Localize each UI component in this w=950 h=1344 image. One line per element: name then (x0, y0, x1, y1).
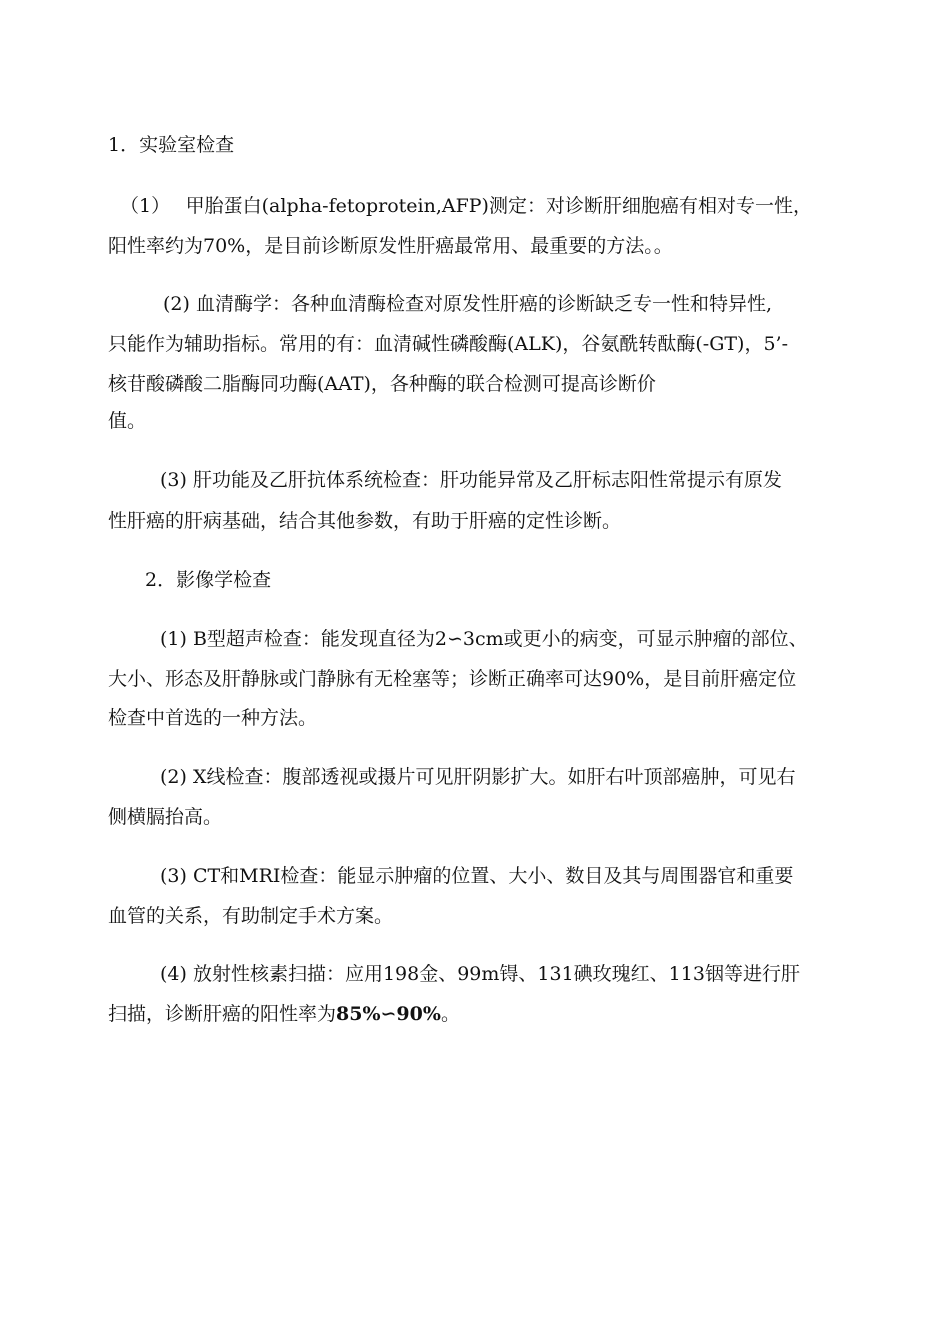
paragraph-line: (3) CT和MRI检查：能显示肿瘤的位置、大小、数目及其与周围器官和重要 (160, 865, 794, 887)
paragraph-line: （1） 甲胎蛋白(alpha-fetoprotein,AFP)测定：对诊断肝细胞癌有相对专一性， (120, 195, 812, 217)
paragraph-line: 性肝癌的肝病基础，结合其他参数，有助于肝癌的定性诊断。 (108, 510, 622, 532)
paragraph-line: 值。 (108, 410, 147, 432)
paragraph-line: (3) 肝功能及乙肝抗体系统检查：肝功能异常及乙肝标志阳性常提示有原发 (160, 469, 782, 491)
paragraph-line: 检查中首选的一种方法。 (108, 707, 318, 729)
text-run: 扫描，诊断肝癌的阳性率为 (108, 1003, 337, 1025)
section-heading-imaging: 2．影像学检查 (145, 569, 272, 591)
paragraph-line: (2) X线检查：腹部透视或摄片可见肝阴影扩大。如肝右叶顶部癌肿，可见右 (160, 766, 796, 788)
paragraph-line: (1) B型超声检查：能发现直径为2∽3cm或更小的病变，可显示肿瘤的部位、 (160, 628, 808, 650)
paragraph-line: 核苷酸磷酸二脂酶同功酶(AAT)，各种酶的联合检测可提高诊断价 (108, 373, 656, 395)
paragraph-line: 只能作为辅助指标。常用的有：血清碱性磷酸酶(ALK)，谷氨酰转酞酶(-GT)，5’- (108, 333, 789, 355)
paragraph-line (108, 1002, 460, 1026)
text-run: 。 (440, 1003, 460, 1025)
paragraph-line: (4) 放射性核素扫描：应用198金、99m锝、131碘玫瑰红、113铟等进行肝 (160, 963, 800, 985)
section-heading-lab: 1．实验室检查 (108, 134, 235, 156)
paragraph-line: 阳性率约为70%，是目前诊断原发性肝癌最常用、最重要的方法。。 (108, 235, 673, 257)
paragraph-line: 大小、形态及肝静脉或门静脉有无栓塞等；诊断正确率可达90%，是目前肝癌定位 (108, 668, 797, 690)
paragraph-line: 血管的关系，有助制定手术方案。 (108, 905, 394, 927)
rate-value: 85%∽90% (336, 1003, 441, 1025)
paragraph-line: (2) 血清酶学：各种血清酶检查对原发性肝癌的诊断缺乏专一性和特异性, (163, 293, 772, 315)
paragraph-line: 侧横膈抬高。 (108, 806, 223, 828)
